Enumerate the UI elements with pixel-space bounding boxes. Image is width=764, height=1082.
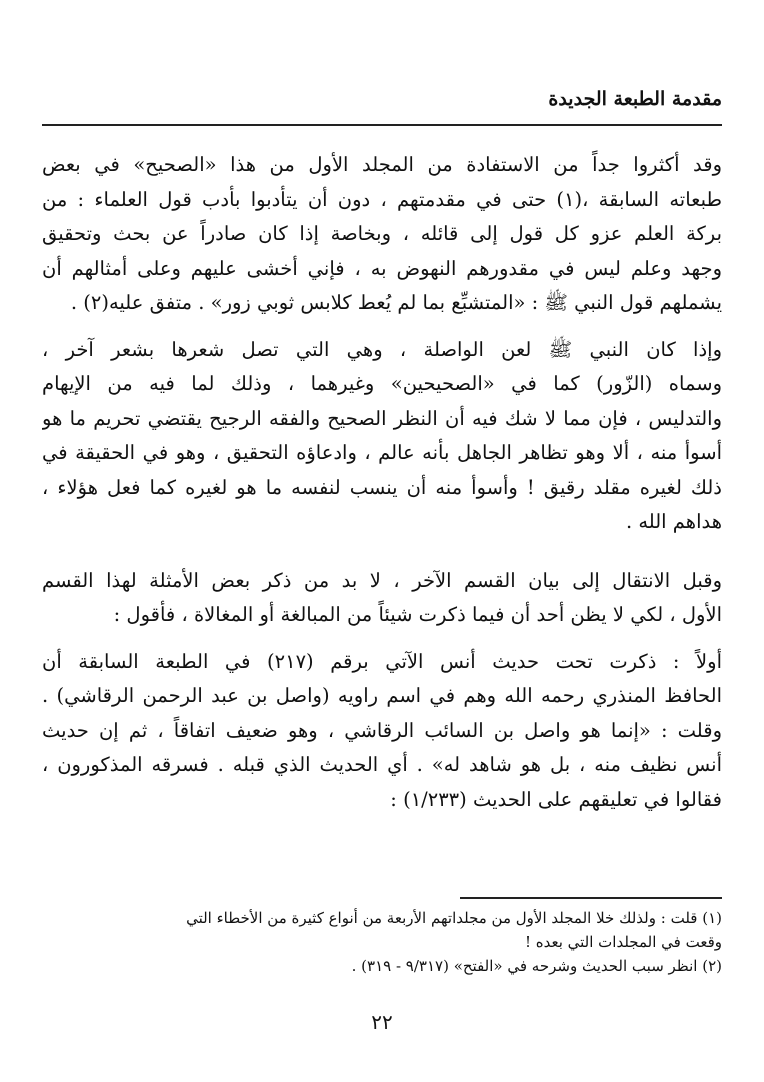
text-line: هداهم الله . (625, 510, 722, 533)
paragraph-4 (42, 645, 722, 818)
header-divider (42, 124, 722, 126)
text-line: فقالوا في تعليقهم على الحديث (١/٢٣٣) : (390, 787, 722, 811)
running-header: مقدمة الطبعة الجديدة (548, 88, 722, 110)
main-text (42, 148, 722, 817)
text-line: أنس نظيف منه ، بل هو شاهد له» . أي الحديث الذي قبله . فسرقه المذكورون ، (42, 753, 722, 776)
text-line: طبعاته السابقة ،(١) حتى في مقدمتهم ، دون أن يتأدبوا بأدب قول العلماء : من (42, 187, 722, 211)
footnote-divider (460, 897, 722, 899)
text-line: وجهد وعلم ليس في مقدورهم النهوض به ، فإني أخشى عليهم وعلى أمثالهم أن (42, 256, 722, 280)
footnote-1-continued: وقعت في المجلدات التي بعده ! (524, 933, 722, 951)
text-line: وقبل الانتقال إلى بيان القسم الآخر ، لا بد من ذكر بعض الأمثلة لهذا القسم (42, 568, 722, 592)
text-line: وقلت : «إنما هو واصل بن السائب الرقاشي ، وهو ضعيف اتفاقاً ، ثم إن حديث (42, 718, 722, 742)
footnotes (42, 906, 722, 978)
text-line: بركة العلم عزو كل قول إلى قائله ، وبخاصة إذا كان صادراً عن بحث وتحقيق (42, 222, 722, 245)
text-line: وإذا كان النبي ﷺ لعن الواصلة ، وهي التي تصل شعرها بشعر آخر ، (42, 337, 722, 361)
footnote-1: (١) قلت : ولذلك خلا المجلد الأول من مجلداتهم الأربعة من أنواع كثيرة من الأخطاء التي (186, 909, 722, 927)
text-line: أسوأ منه ، ألا وهو تظاهر الجاهل بأنه عالم ، وادعاؤه التحقيق ، وهو في الحقيقة في (42, 441, 722, 464)
text-line: يشملهم قول النبي ﷺ : «المتشبِّع بما لم يُعط كلابس ثوبي زور» . متفق عليه(٢) . (70, 291, 722, 314)
text-line: الأول ، لكي لا يظن أحد أن فيما ذكرت شيئاً من المبالغة أو المغالاة ، فأقول : (113, 603, 722, 626)
text-line: ذلك لغيره مقلد رقيق ! وأسوأ منه أن ينسب لنفسه ما هو لغيره كما فعل هؤلاء ، (42, 475, 722, 499)
page-number: ٢٢ (371, 1010, 393, 1034)
paragraph-2 (42, 333, 722, 540)
footnote-2: (٢) انظر سبب الحديث وشرحه في «الفتح» (٩/٣١٧ - ٣١٩) . (351, 957, 722, 975)
paragraph-1 (42, 148, 722, 321)
text-line: وسماه (الزّور) كما في «الصحيحين» وغيرهما ، وذلك لما فيه من الإيهام (42, 372, 722, 395)
text-line: الحافظ المنذري رحمه الله وهم في اسم راويه (واصل بن عبد الرحمن الرقاشي) . (42, 684, 722, 707)
text-line: والتدليس ، فإن مما لا شك فيه أن النظر الصحيح والفقه الرجيح يقتضي تحريم ما هو (42, 406, 722, 430)
paragraph-3 (42, 564, 722, 633)
text-line: أولاً : ذكرت تحت حديث أنس الآتي برقم (٢١٧) في الطبعة السابقة أن (42, 649, 722, 673)
text-line: وقد أكثروا جداً من الاستفادة من المجلد الأول من هذا «الصحيح» في بعض (42, 153, 722, 176)
